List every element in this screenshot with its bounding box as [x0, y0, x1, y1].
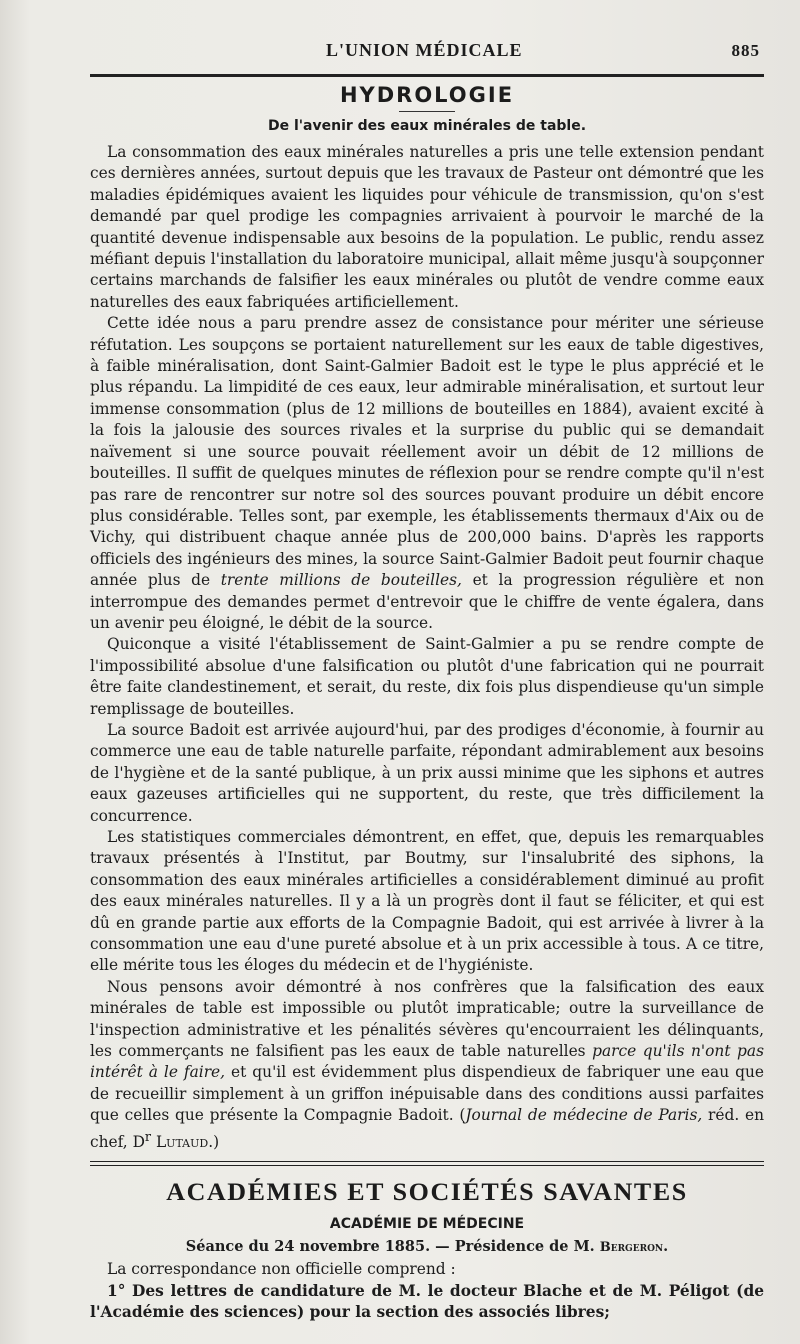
- paragraph: [90, 313, 764, 634]
- section-double-rule: [90, 1161, 764, 1166]
- source-journal: Journal de médecine de Paris,: [465, 1106, 703, 1125]
- italic-phrase: parce qu'ils n'ont pas intérêt à le faire,: [90, 1042, 764, 1082]
- president-name: Bergeron: [599, 1240, 664, 1256]
- paragraph: Les statistiques commerciales démontrent, en effet, que, depuis les remarquables travaux présentés à l'Institut, par Boutmy, sur l'insalubrité des siphons, la consommation des eaux minérales artificielles a considérablement diminué au profit des eaux minérales naturelles. Il y a là un progrès dont il faut se féliciter, et qui est dû en grande partie aux efforts de la Compagnie Badoit, qui est arrivée à livrer à la consommation une eau d'une pureté absolue et à un prix accessible à tous. A ce titre, elle mérite tous les éloges du médecin et de l'hygiéniste.: [90, 828, 764, 975]
- paragraph-text: Cette idée nous a paru prendre assez de consistance pour mériter une sérieuse réfutation. Les soupçons se portaient naturellement sur les eaux de table digestives, à faible minéralisation, dont Saint-Galmier Badoit est le type le plus apprécié et le plus répandu. La limpidité de ces eaux, leur admirable minéralisation, et surtout leur immense consommation (plus de 12 millions de bouteilles en 1884), avaient excité à la fois la jalousie des sources rivales et la surprise du public qui se demandait naïvement si une source pouvait réellement avoir un débit de 12 millions de bouteilles. Il suffit de quelques minutes de réflexion pour se rendre compte qu'il n'est pas rare de rencontrer sur notre sol des sources pouvant produire un débit encore plus considérable. Telles sont, par exemple, les établissements thermaux d'Aix ou de Vichy, qui distribuent chaque année plus de 200,000 bains. D'après les rapports officiels des ingénieurs des mines, la source Saint-Galmier Badoit peut fournir chaque année plus de: [90, 314, 764, 590]
- section-title: HYDROLOGIE: [339, 83, 515, 107]
- superscript: r: [144, 1129, 152, 1145]
- paragraph-text: Nous pensons avoir démontré à nos confrères que la falsification des eaux minérales de table est impossible ou plutôt impraticable; outre la surveillance de l'inspection administrative et les pénalités sévères qu'encourraient les délinquants, les commerçants ne falsifient pas les eaux de table naturelles: [90, 977, 764, 1061]
- article-title: De l'avenir des eaux minérales de table.: [267, 118, 587, 134]
- article-body: [90, 142, 764, 1153]
- item-text: Des lettres de candidature de M. le docteur Blache et de M. Péligot (de l'Académie des sciences) pour la section des associés libres;: [90, 1281, 764, 1322]
- correspondance-item: [90, 1281, 764, 1324]
- academies-title: ACADÉMIES ET SOCIÉTÉS SAVANTES: [166, 1179, 688, 1207]
- paragraph: Quiconque a visité l'établissement de Saint-Galmier a pu se rendre compte de l'impossibilité absolue d'une falsification ou plutôt d'une fabrication qui ne pourrait être faite clandestinement, et serait, du reste, dix fois plus dispendieuse qu'un simple remplissage de bouteilles.: [90, 635, 764, 718]
- paragraph: La consommation des eaux minérales naturelles a pris une telle extension pendant ces dernières années, surtout depuis que les travaux de Pasteur ont démontré que les maladies épidémiques avaient les liquides pour véhicule de transmission, qu'on s'est demandé par quel prodige les compagnies arrivaient à pourvoir le marché de la quantité devenue indispensable aux besoins de la population. Le public, rendu assez méfiant depuis l'installation du laboratoire municipal, allait même jusqu'à soupçonner certains marchands de falsifier les eaux minérales ou plutôt de vendre comme eaux naturelles des eaux fabriquées artificiellement.: [90, 143, 764, 311]
- seance-text: Séance du 24 novembre 1885. — Présidence de M.: [185, 1238, 600, 1256]
- section-divider: [399, 111, 455, 112]
- item-number: 1°: [107, 1281, 126, 1300]
- paragraph-text: réd. en chef, D: [90, 1106, 764, 1151]
- paragraph-text: .): [208, 1132, 220, 1151]
- page-number: 885: [731, 41, 760, 60]
- seance-end: .: [663, 1238, 669, 1256]
- paragraph: La source Badoit est arrivée aujourd'hui, par des prodiges d'économie, à fournir au commerce une eau de table naturelle parfaite, répondant admirablement aux besoins de l'hygiène et de la santé publique, à un prix aussi minime que les siphons et autres eaux gazeuses artificielles qui ne supportent, du reste, que très difficilement la concurrence.: [90, 720, 764, 825]
- paragraph: [90, 977, 764, 1153]
- journal-title: L'UNION MÉDICALE: [326, 40, 523, 60]
- seance-line: [90, 1238, 764, 1259]
- paragraph-text: et qu'il est évidemment plus dispendieux de fabriquer une eau que de recueillir simplement à un griffon inépuisable dans des conditions aussi parfaites que celles que présente la Compagnie Badoit. (: [90, 1063, 764, 1125]
- paragraph-text: et la progression régulière et non interrompue des demandes permet d'entrevoir que le chiffre de vente égalera, dans un avenir peu éloigné, le débit de la source.: [90, 571, 764, 632]
- header-rule: [90, 74, 764, 77]
- correspondance-intro: La correspondance non officielle comprend :: [107, 1260, 456, 1279]
- italic-phrase: trente millions de bouteilles,: [220, 571, 462, 590]
- author-name: Lutaud: [151, 1132, 209, 1151]
- running-head: [90, 40, 764, 74]
- academie-subtitle: ACADÉMIE DE MÉDECINE: [329, 1216, 525, 1233]
